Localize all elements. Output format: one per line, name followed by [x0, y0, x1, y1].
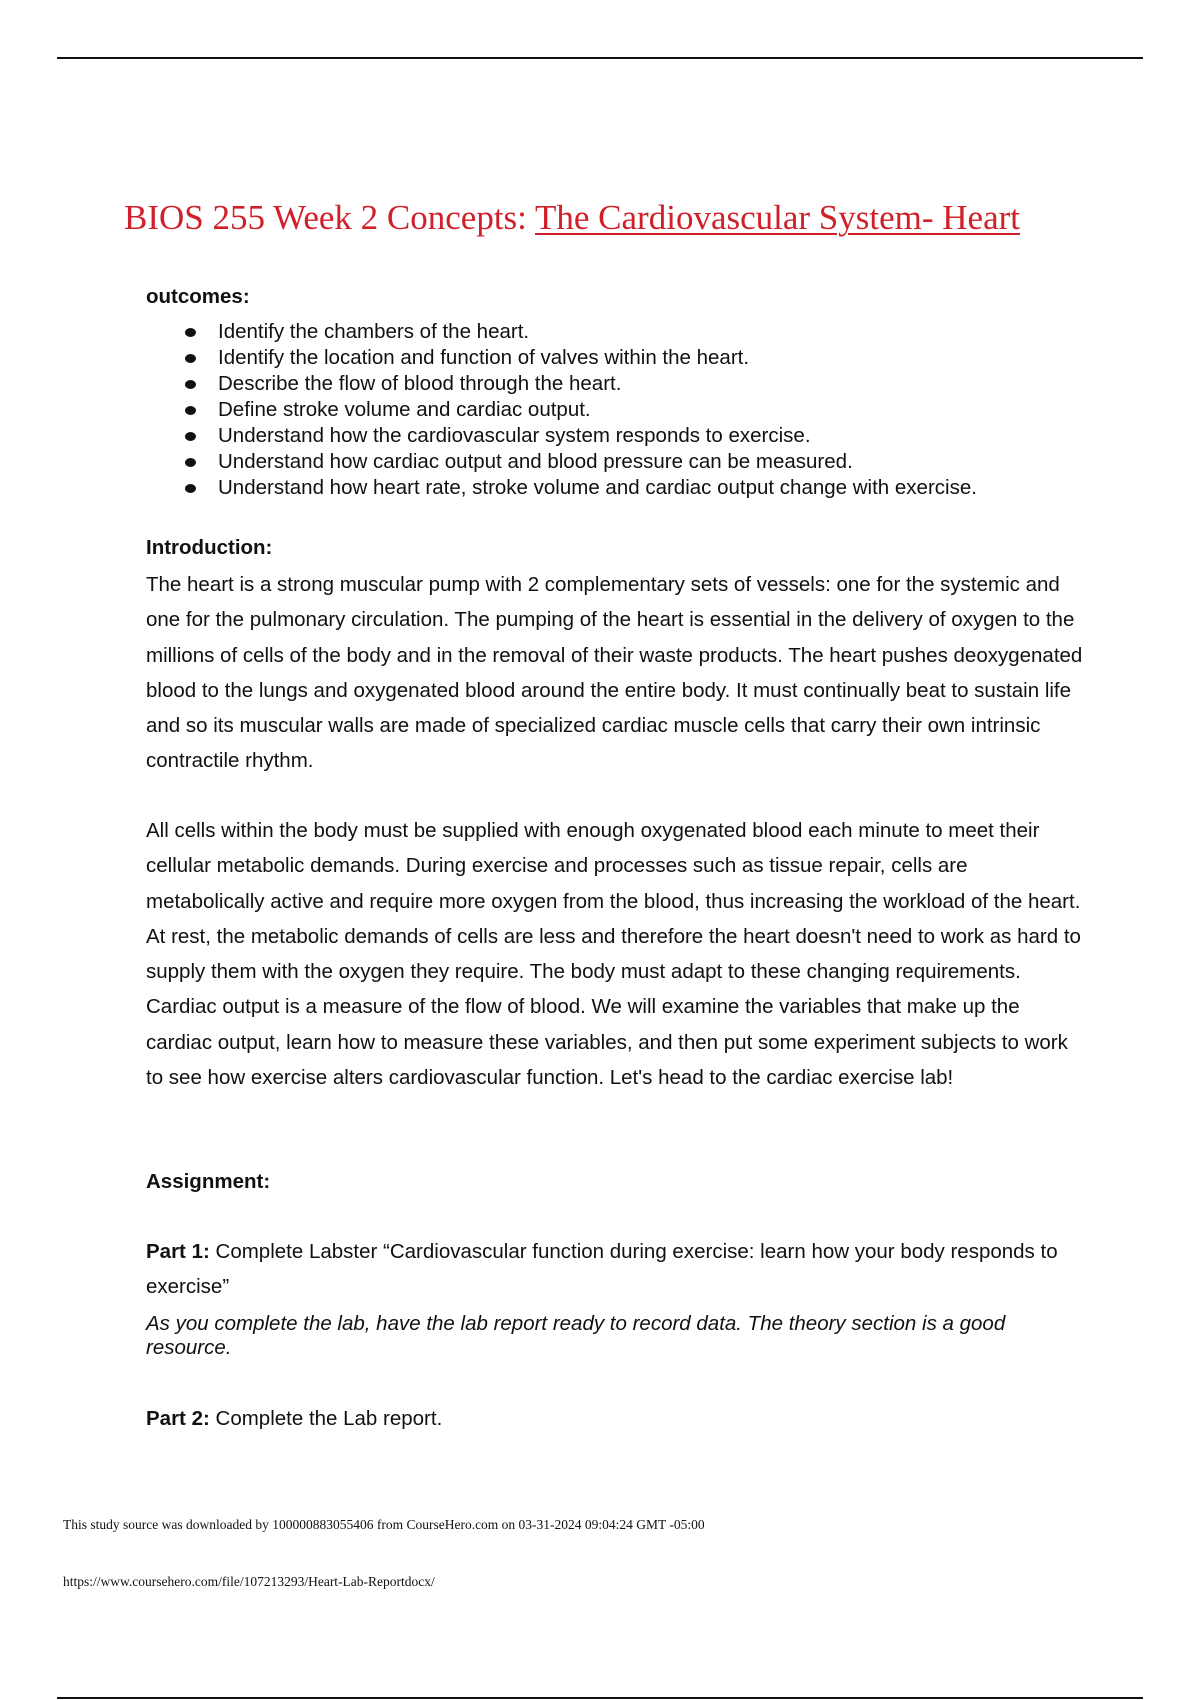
- title-underlined: The Cardiovascular System- Heart: [535, 198, 1020, 237]
- outcomes-list: [146, 319, 1086, 501]
- bottom-divider: [57, 1697, 1143, 1699]
- outcome-item: Understand how heart rate, stroke volume and cardiac output change with exercise.: [146, 475, 1086, 501]
- assignment-part-2: [146, 1401, 1086, 1436]
- outcome-item: Describe the flow of blood through the heart.: [146, 371, 1086, 397]
- part-1-text: Complete Labster “Cardiovascular function during exercise: learn how your body responds to exercise”: [146, 1240, 1058, 1299]
- outcome-item: Understand how the cardiovascular system responds to exercise.: [146, 423, 1086, 449]
- part-2-text: Complete the Lab report.: [209, 1407, 443, 1430]
- top-divider: [57, 57, 1143, 59]
- outcome-item: Identify the location and function of valves within the heart.: [146, 345, 1086, 371]
- introduction-heading: Introduction:: [146, 536, 273, 559]
- download-source-notice: This study source was downloaded by 100000883055406 from CourseHero.com on 03-31-2024 09:04:24 GMT -05:00: [63, 1517, 705, 1532]
- outcomes-heading: outcomes:: [146, 285, 250, 308]
- introduction-paragraph-1: The heart is a strong muscular pump with 2 complementary sets of vessels: one for the systemic and one for the pulmonary circulation. The pumping of the heart is essential in the delivery of oxygen to the millions of cells of the body and in the removal of their waste products. The heart pushes deoxygenated blood to the lungs and oxygenated blood around the entire body. It must continually beat to sustain life and so its muscular walls are made of specialized cardiac muscle cells that carry their own intrinsic contractile rhythm.: [146, 573, 1083, 773]
- assignment-part-1: [146, 1234, 1086, 1305]
- title-prefix: BIOS 255 Week 2 Concepts:: [124, 198, 536, 237]
- part-2-label: Part 2:: [146, 1407, 210, 1430]
- part-1-label: Part 1:: [146, 1240, 210, 1263]
- outcome-item: Define stroke volume and cardiac output.: [146, 397, 1086, 423]
- source-url: https://www.coursehero.com/file/107213293/Heart-Lab-Reportdocx/: [63, 1574, 435, 1589]
- introduction-paragraph-2: All cells within the body must be supplied with enough oxygenated blood each minute to meet their cellular metabolic demands. During exercise and processes such as tissue repair, cells are metabolically active and require more oxygen from the blood, thus increasing the workload of the heart. At rest, the metabolic demands of cells are less and therefore the heart doesn't need to work as hard to supply them with the oxygen they require. The body must adapt to these changing requirements. Cardiac output is a measure of the flow of blood. We will examine the variables that make up the cardiac output, learn how to measure these variables, and then put some experiment subjects to work to see how exercise alters cardiovascular function. Let's head to the cardiac exercise lab!: [146, 819, 1081, 1090]
- assignment-part-1-note: As you complete the lab, have the lab report ready to record data. The theory section is a good resource.: [146, 1312, 1006, 1359]
- assignment-heading: Assignment:: [146, 1170, 271, 1193]
- document-title: [124, 196, 1020, 240]
- outcome-item: Identify the chambers of the heart.: [146, 319, 1086, 345]
- outcome-item: Understand how cardiac output and blood pressure can be measured.: [146, 449, 1086, 475]
